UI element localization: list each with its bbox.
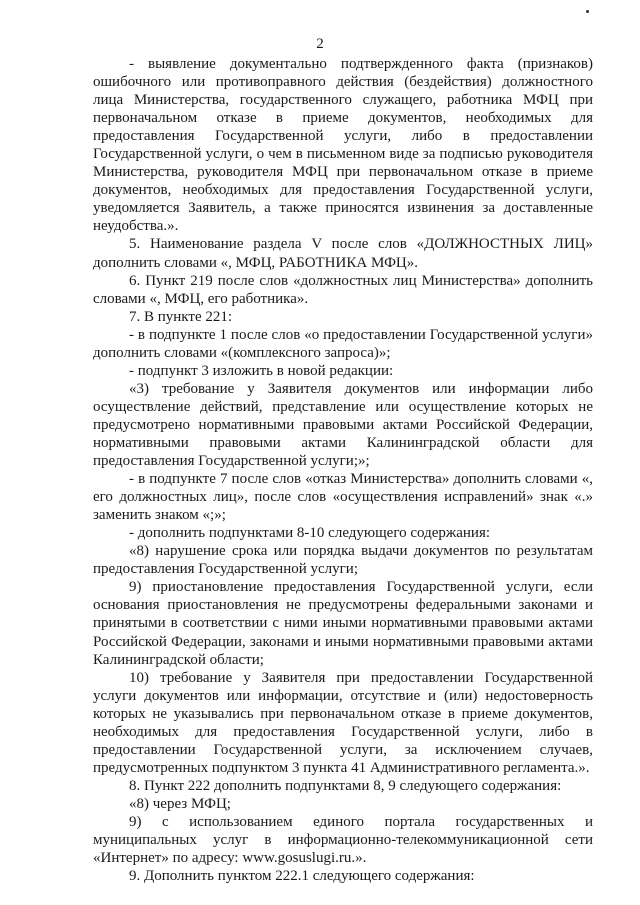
document-body [93,55,593,885]
paragraph-subitem-9: 9) приостановление предоставления Государственной услуги, если основания приостановления не предусмотрены федеральными законами и принятыми в соответствии с ними иными нормативными правовыми актами Российской Федерации, законами и иными нормативными правовыми актами Калининградской области; [93,579,593,668]
paragraph-item-8-sub-9: 9) с использованием единого портала государственных и муниципальных услуг в информационно-телекоммуникационной сети «Интернет» по адресу: www.gosuslugi.ru.». [93,813,593,867]
paragraph-subitem-7: - в подпункте 7 после слов «отказ Министерства» дополнить словами «, его должностных лиц», после слов «осуществления исправлений» знак «.» заменить знаком «;»; [93,471,593,524]
paragraph-item-6: 6. Пункт 219 после слов «должностных лиц Министерства» дополнить словами «, МФЦ, его работника». [93,272,593,307]
paragraph-item-8-sub-8: «8) через МФЦ; [129,795,231,812]
paragraph-item-9: 9. Дополнить пунктом 222.1 следующего содержания: [129,868,475,885]
paragraph-subitem-1: - в подпункте 1 после слов «о предоставлении Государственной услуги» дополнить словами «(комплексного запроса)»; [93,326,593,361]
corner-mark [586,10,589,13]
paragraph-subitem-3-text: «3) требование у Заявителя документов или информации либо осуществление действий, представление или осуществление которых не предусмотрено нормативными правовыми актами Российской Федерации, нормативными правовыми актами Калининградской области для предоставления Государственной услуги;»; [93,380,593,470]
paragraph-subitem-8: «8) нарушение срока или порядка выдачи документов по результатам предоставления Государственной услуги; [93,543,593,578]
paragraph-item-5: 5. Наименование раздела V после слов «ДОЛЖНОСТНЫХ ЛИЦ» дополнить словами «, МФЦ, РАБОТНИКА МФЦ». [93,236,593,271]
paragraph-item-8: 8. Пункт 222 дополнить подпунктами 8, 9 следующего содержания: [129,777,562,794]
paragraph-add-subitems-intro: - дополнить подпунктами 8-10 следующего содержания: [129,525,491,542]
paragraph-confirmed-fact: - выявление документально подтвержденного факта (признаков) ошибочного или противоправного действия (бездействия) должностного лица Министерства, государственного служащего, работника МФЦ при первоначальном отказе в приеме документов, необходимых для предоставления Государственной услуги, либо в предоставлении Государственной услуги, о чем в письменном виде за подписью руководителя Министерства, руководителя МФЦ при первоначальном отказе в приеме документов, необходимых для предоставления Государственной услуги, уведомляется Заявитель, а также приносятся извинения за доставленные неудобства.». [93,56,593,235]
paragraph-subitem-10: 10) требование у Заявителя при предоставлении Государственной услуги документов или информации, отсутствие и (или) недостоверность которых не указывались при первоначальном отказе в приеме документов, необходимых для предоставления Государственной услуги, либо в предоставлении Государственной услуги, за исключением случаев, предусмотренных подпунктом 3 пункта 41 Административного регламента.». [93,669,593,776]
page-number: 2 [316,36,324,52]
paragraph-subitem-3-intro: - подпункт 3 изложить в новой редакции: [129,362,394,379]
paragraph-item-7: 7. В пункте 221: [129,308,233,325]
